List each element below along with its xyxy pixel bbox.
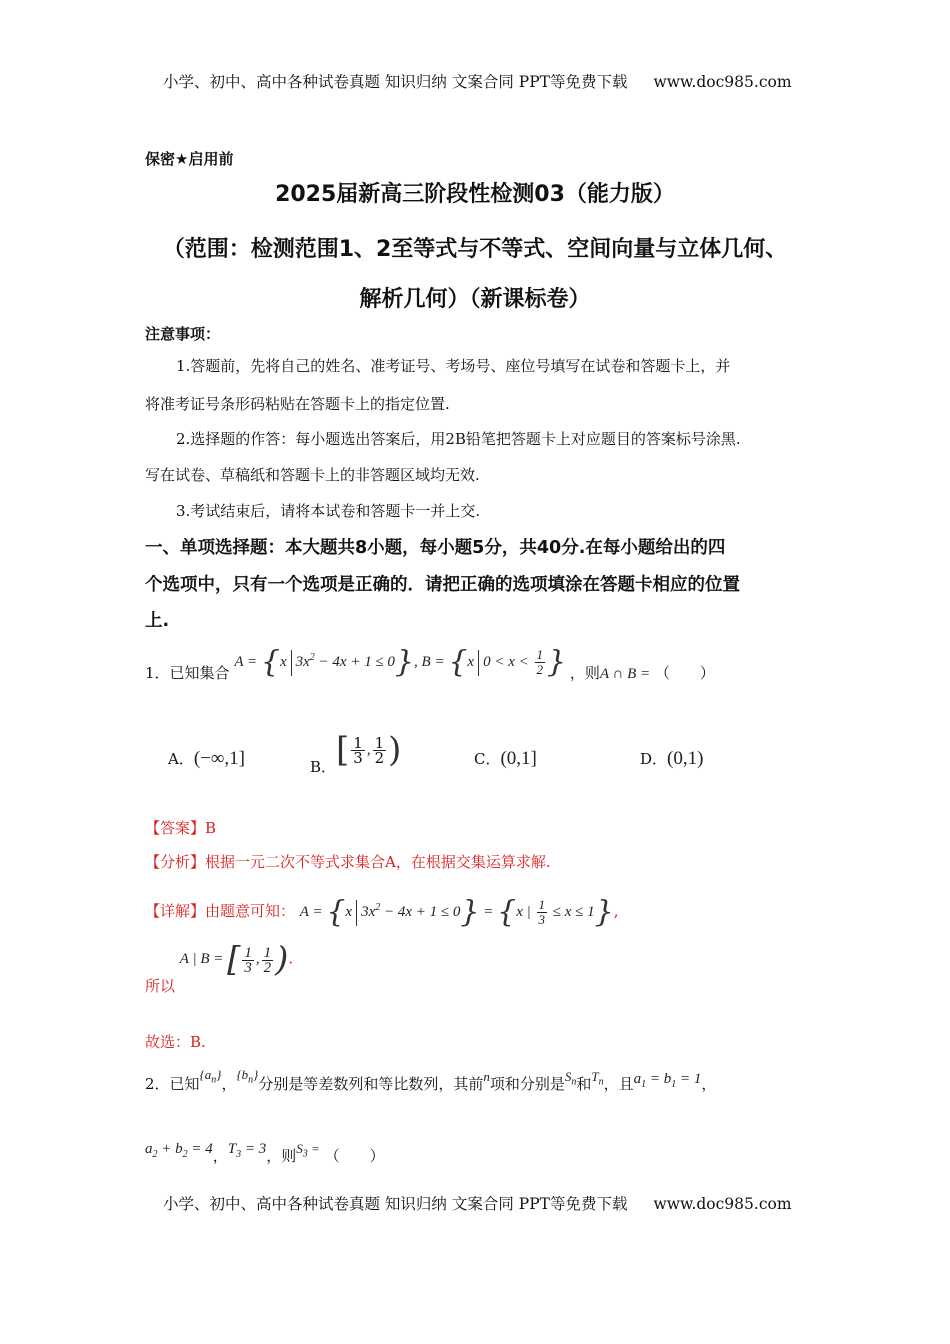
question-1 bbox=[145, 644, 715, 690]
notice-item3: 3.考试结束后，请将本试卷和答题卡一并上交. bbox=[176, 502, 481, 520]
exam-subtitle-line1: （范围：检测范围1、2至等式与不等式、空间向量与立体几何、 bbox=[162, 237, 788, 262]
q1-suffix: ，则 bbox=[569, 664, 600, 682]
q1-intersection: A ∩ B = bbox=[599, 666, 651, 682]
q1-option-b[interactable]: B．[ $\frac{1}{3}$ , $\frac{1}{2}$ ) bbox=[310, 730, 402, 776]
q2-mid1: 分别是等差数列和等比数列，其前 bbox=[258, 1075, 484, 1093]
confidential-label: 保密★启用前 bbox=[145, 150, 234, 168]
q2-mid2: 项和分别是 bbox=[489, 1075, 565, 1093]
section1-line3: 上. bbox=[145, 611, 170, 631]
q1-detail-expression: A = {x $3x^2 - 4x + 1 \le 0\} = \{x$ | $\frac{1}{3}$ ≤ x ≤ 1} bbox=[299, 894, 614, 930]
q1-set-expression: A = {x $3x^2 - 4x + 1 \le 0$}, B = {x 0 < x < $\frac{1}{2}$ } bbox=[234, 644, 567, 680]
notice-item1-b: 将准考证号条形码粘贴在答题卡上的指定位置. bbox=[145, 395, 450, 413]
q1-option-c[interactable]: C．(0,1] bbox=[474, 748, 537, 769]
q2-then: ，则 bbox=[266, 1147, 297, 1165]
q2-mid3: ，且 bbox=[603, 1075, 634, 1093]
notice-item1-a: 1.答题前，先将自己的姓名、准考证号、考场号、座位号填写在试卷和答题卡上，并 bbox=[176, 357, 731, 375]
notice-item2-a: 2.选择题的作答：每小题选出答案后，用2B铅笔把答题卡上对应题目的答案标号涂黑. bbox=[176, 430, 741, 448]
section1-line1: 一、单项选择题：本大题共8小题，每小题5分，共40分.在每小题给出的四 bbox=[145, 538, 726, 558]
q2-and: 和 bbox=[576, 1075, 592, 1093]
exam-title: 2025届新高三阶段性检测03（能力版） bbox=[275, 182, 675, 207]
q1-paren: （ ） bbox=[654, 664, 715, 682]
footer-url[interactable]: www.doc985.com bbox=[653, 1195, 792, 1213]
page-footer bbox=[163, 1192, 792, 1214]
q1-option-c-label: C． bbox=[474, 750, 501, 768]
q1-choose: 故选：B. bbox=[145, 1033, 206, 1051]
section1-line2: 个选项中，只有一个选项是正确的．请把正确的选项填涂在答题卡相应的位置 bbox=[145, 575, 740, 595]
q1-answer: 【答案】B bbox=[145, 819, 217, 837]
q1-option-d[interactable]: D．(0,1) bbox=[640, 748, 704, 769]
page-header bbox=[163, 70, 792, 92]
question-2-line1: 2．已知$\{a_n\}$，$\{b_n\}$分别是等差数列和等比数列，其前n项和分别是$S_n$和$T_n$，且$a_1 = b_1 = 1$， bbox=[145, 1067, 717, 1093]
q1-so: 所以 A | B = [ $\frac{1}{3}$ , $\frac{1}{2}$ ). bbox=[145, 940, 294, 996]
header-url[interactable]: www.doc985.com bbox=[653, 73, 792, 91]
notice-item2-b: 写在试卷、草稿纸和答题卡上的非答题区域均无效. bbox=[145, 466, 480, 484]
q1-option-d-label: D． bbox=[640, 750, 668, 768]
q1-detail-label: 【详解】由题意可知： bbox=[145, 902, 296, 920]
q2-paren: （ ） bbox=[324, 1147, 385, 1165]
q1-result-expression: A | B = [ $\frac{1}{3}$ , $\frac{1}{2}$ ) bbox=[179, 940, 289, 980]
question-2-line2: $a_2 + b_2 = 4$，$T_3 = 3$，则$S_3$ = （ ） bbox=[145, 1141, 385, 1165]
q1-so-label: 所以 bbox=[145, 977, 176, 996]
q1-option-b-label: B． bbox=[310, 758, 337, 776]
q1-detail: 【详解】由题意可知： A = {x $3x^2 - 4x + 1 \le 0\} = \{x$ | $\frac{1}{3}$ ≤ x ≤ 1}, bbox=[145, 894, 619, 930]
header-text: 小学、初中、高中各种试卷真题 知识归纳 文案合同 PPT等免费下载 bbox=[163, 73, 628, 91]
notice-heading: 注意事项： bbox=[145, 325, 221, 343]
footer-text: 小学、初中、高中各种试卷真题 知识归纳 文案合同 PPT等免费下载 bbox=[163, 1195, 628, 1213]
q2-prefix: 2．已知 bbox=[145, 1075, 200, 1093]
q1-option-a-label: A． bbox=[168, 750, 194, 768]
q1-option-a[interactable]: A．(−∞,1] bbox=[168, 748, 246, 769]
exam-subtitle-line2: 解析几何）（新课标卷） bbox=[359, 287, 591, 312]
q1-prefix: 1．已知集合 bbox=[145, 664, 230, 682]
q1-analysis: 【分析】根据一元二次不等式求集合A，在根据交集运算求解. bbox=[145, 853, 551, 871]
